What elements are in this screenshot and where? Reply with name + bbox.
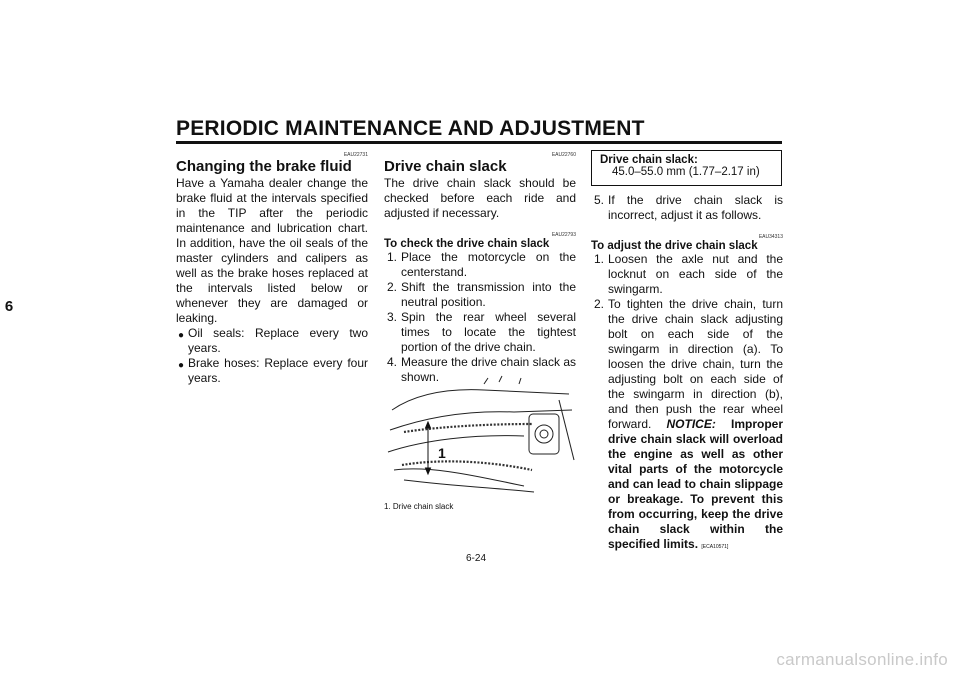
brake-fluid-section — [176, 152, 368, 386]
bullet-icon: ● — [178, 360, 185, 371]
page-number: 6-24 — [466, 553, 487, 564]
list-item: 2. To tighten the drive chain, turn the drive chain slack adjusting bolt on each side of the swingarm in direction (a). To loosen the drive chain, turn the adjusting bolt on each side of the swingarm in direction (b), and then push the rear wheel forward. NOTICE: Improper drive chain slack will overload the engine as well as other vital parts of the motorcycle and can lead to chain slippage or breakage. To prevent this from occurring, keep the drive chain slack within the specified limits. [ECA10571] — [594, 297, 783, 551]
notice-label: NOTICE: — [666, 417, 716, 431]
subsection-heading: To check the drive chain slack — [384, 238, 550, 250]
list-item: 4. Measure the drive chain slack as shown. — [387, 355, 576, 384]
figure-caption: 1. Drive chain slack — [384, 502, 454, 511]
spec-value: 45.0–55.0 mm (1.77–2.17 in) — [612, 166, 760, 178]
adjust-section — [591, 193, 783, 555]
chapter-tab: 6 — [4, 298, 14, 315]
spec-label: Drive chain slack: — [600, 154, 698, 166]
drive-chain-illustration — [384, 370, 576, 494]
list-item: 5. If the drive chain slack is incorrect, adjust it as follows. — [594, 193, 783, 222]
section-code: EAU22760 — [551, 152, 576, 158]
section-code: EAU22731 — [343, 152, 368, 158]
section-heading: Drive chain slack — [384, 158, 507, 175]
list-item: ● Brake hoses: Replace every four years. — [178, 356, 368, 385]
list-item: 1. Loosen the axle nut and the locknut on each side of the swingarm. — [594, 252, 783, 296]
steps-list — [384, 250, 576, 385]
bullet-icon: ● — [178, 330, 185, 341]
steps-list — [591, 193, 783, 223]
section-code: EAU22793 — [551, 232, 576, 238]
watermark: carmanualsonline.info — [776, 650, 948, 669]
list-item: 3. Spin the rear wheel several times to locate the tightest portion of the drive chain. — [387, 310, 576, 354]
list-item: 2. Shift the transmission into the neutral position. — [387, 280, 576, 309]
spec-box — [591, 150, 782, 186]
page-header-title: PERIODIC MAINTENANCE AND ADJUSTMENT — [176, 117, 645, 140]
section-code: EAU34313 — [758, 234, 783, 240]
subsection-heading: To adjust the drive chain slack — [591, 240, 758, 252]
notice-text: Improper drive chain slack will overload the engine as well as other vital parts of the motorcycle and can lead to chain slippage or breakage. To prevent this from occurring, keep the drive chain slack within the specified limits. — [608, 417, 783, 551]
list-item: ● Oil seals: Replace every two years. — [178, 326, 368, 355]
bullet-list — [176, 326, 368, 386]
section-body: The drive chain slack should be checked before each ride and adjusted if necessary. — [384, 176, 576, 220]
section-heading: Changing the brake fluid — [176, 158, 352, 175]
section-body: Have a Yamaha dealer change the brake fluid at the intervals specified in the TIP after the periodic maintenance and lubrication chart. In addition, have the oil seals of the master cylinders and calipers as well as the brake hoses replaced at the intervals listed below or whenever they are damaged or leaking. — [176, 176, 368, 325]
notice-code: [ECA10571] — [701, 544, 729, 550]
figure-callout: 1 — [438, 445, 446, 461]
list-item: 1. Place the motorcycle on the centerstand. — [387, 250, 576, 279]
header-rule — [176, 141, 782, 144]
drive-chain-section — [384, 152, 576, 385]
steps-list — [591, 252, 783, 555]
chain-drawing-icon — [384, 370, 576, 494]
